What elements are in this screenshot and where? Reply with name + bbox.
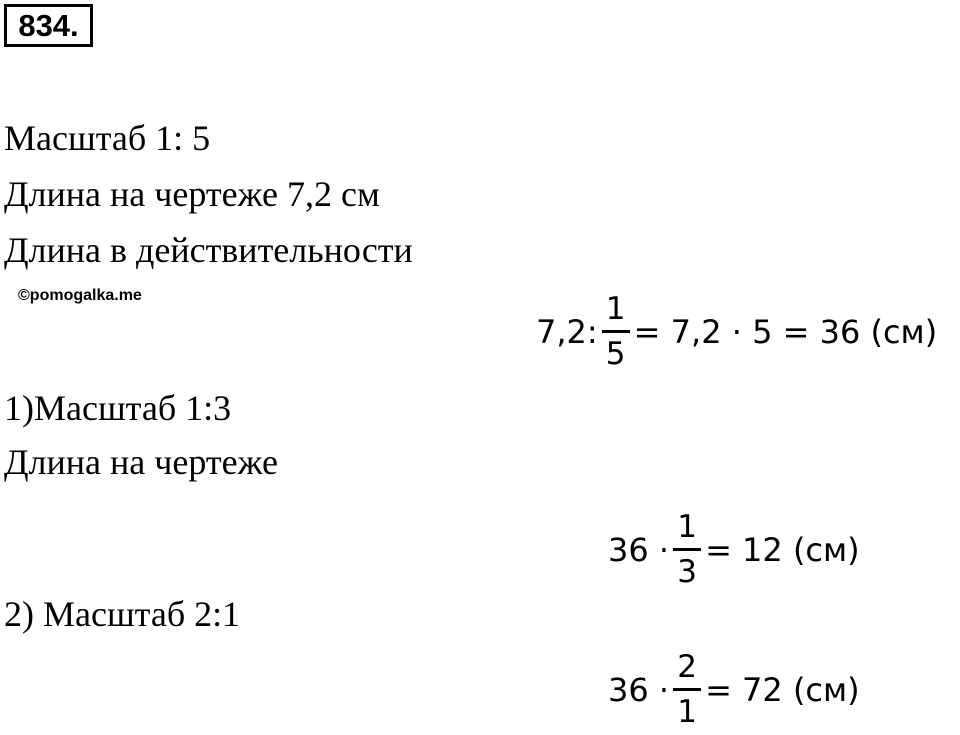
formula-part2: [608, 650, 860, 729]
fraction-denominator: 5: [605, 336, 626, 372]
formula-left: 36 ·: [608, 530, 670, 569]
fraction: [673, 650, 701, 729]
fraction-numerator: 1: [605, 291, 626, 327]
fraction-denominator: 3: [677, 554, 697, 590]
problem-number: 834.: [4, 4, 93, 47]
part2-scale-line: 2) Масштаб 2:1: [4, 594, 241, 634]
formula-left: 36 ·: [608, 670, 670, 709]
fraction-numerator: 2: [677, 649, 697, 685]
fraction-bar: [673, 548, 701, 551]
fraction: [602, 292, 630, 371]
part1-drawing-line: Длина на чертеже: [4, 442, 278, 482]
formula-right: = 7,2 · 5 = 36 (см): [633, 312, 938, 351]
formula-right: = 12 (см): [705, 530, 860, 569]
fraction-denominator: 1: [677, 694, 697, 730]
formula-left: 7,2:: [536, 312, 598, 351]
fraction-bar: [673, 688, 701, 691]
fraction: [673, 510, 701, 589]
real-length-line: Длина в действительности: [4, 230, 413, 270]
fraction-bar: [602, 330, 630, 333]
formula-part1: [608, 510, 860, 589]
fraction-numerator: 1: [677, 509, 697, 545]
scale-line: Масштаб 1: 5: [4, 118, 211, 158]
formula-real-length: [536, 292, 937, 371]
part1-scale-line: 1)Масштаб 1:3: [4, 388, 232, 428]
drawing-length-line: Длина на чертеже 7,2 см: [4, 174, 380, 214]
watermark: ©pomogalka.me: [18, 287, 142, 304]
formula-right: = 72 (см): [705, 670, 860, 709]
